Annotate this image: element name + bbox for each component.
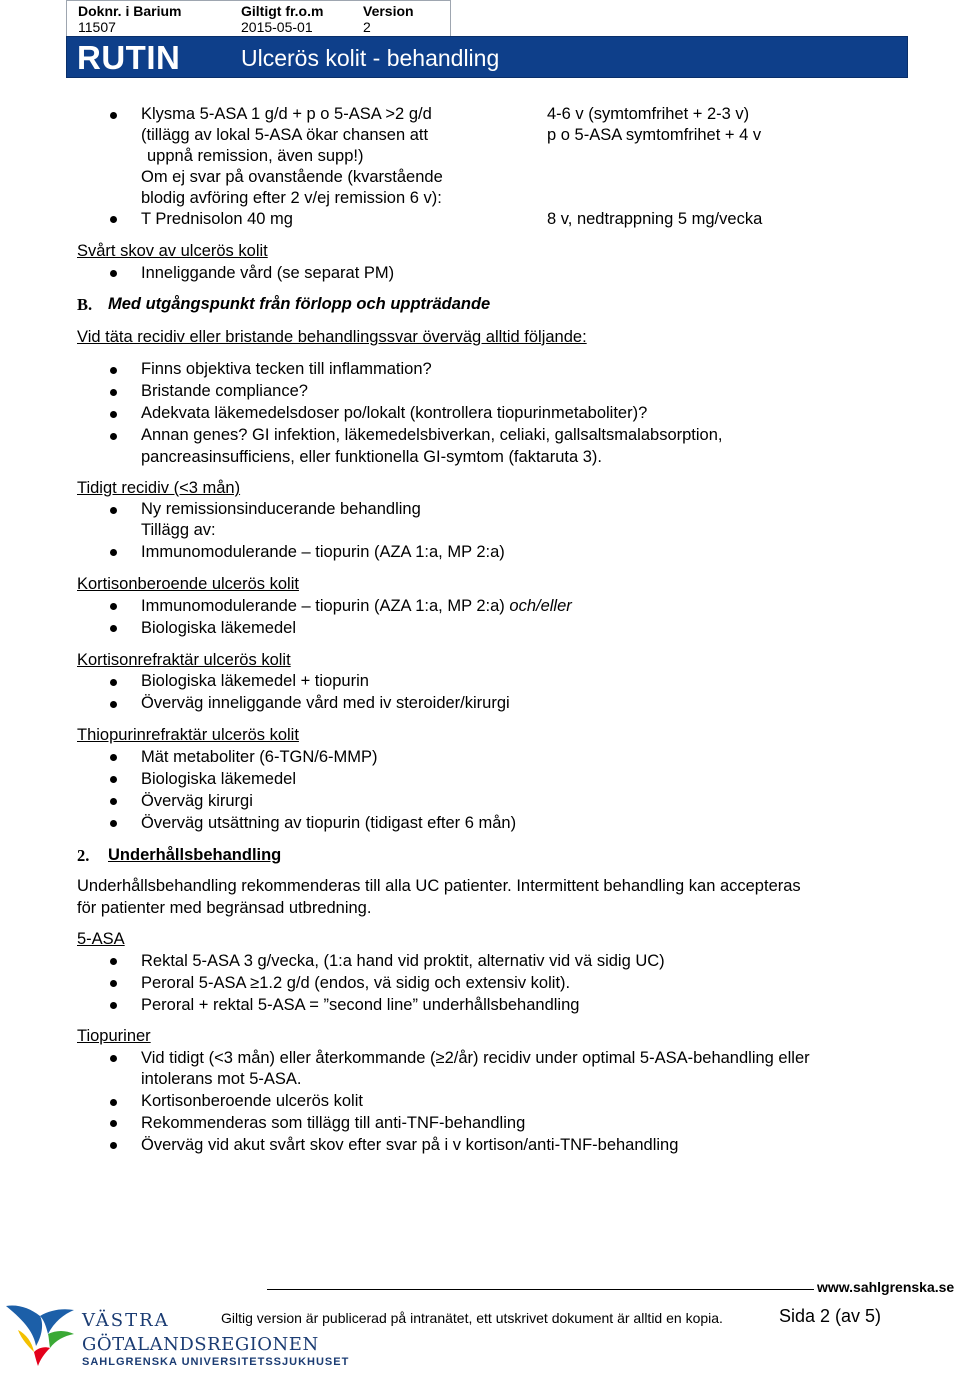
bullet-icon [110, 411, 117, 418]
list-item-conjunction: och/eller [509, 597, 572, 615]
section-heading: Med utgångspunkt från förlopp och uppträdande [108, 295, 491, 313]
section-heading: 5-ASA [77, 930, 125, 948]
swallow-icon [6, 1305, 74, 1366]
list-item-note: Tillägg av: [141, 521, 216, 539]
doc-number-label: Doknr. i Barium [78, 3, 182, 19]
bullet-icon [110, 679, 117, 686]
bullet-icon [110, 776, 117, 783]
table-cell: blodig avföring efter 2 v/ej remission 6 v): [141, 189, 442, 207]
table-cell: T Prednisolon 40 mg [141, 210, 293, 228]
bullet-icon [110, 507, 117, 514]
bullet-icon [110, 389, 117, 396]
bullet-icon [110, 980, 117, 987]
bullet-icon [110, 1120, 117, 1127]
list-item: Inneliggande vård (se separat PM) [141, 264, 395, 282]
logo-line2: GÖTALANDSREGIONEN [82, 1334, 319, 1355]
section-number: 2. [77, 846, 90, 865]
table-cell: 8 v, nedtrappning 5 mg/vecka [547, 210, 763, 228]
table-cell: 4-6 v (symtomfrihet + 2-3 v) [547, 105, 750, 123]
bullet-icon [110, 701, 117, 708]
section-heading: Tiopuriner [77, 1027, 151, 1045]
bullet-icon [110, 112, 117, 119]
bullet-icon [110, 270, 117, 277]
table-cell: (tillägg av lokal 5-ASA ökar chansen att [141, 126, 429, 144]
list-item: Peroral 5-ASA ≥1.2 g/d (endos, vä sidig och extensiv kolit). [141, 974, 571, 992]
list-item-text: Immunomodulerande – tiopurin (AZA 1:a, MP 2:a) [141, 597, 505, 615]
logo-line3: SAHLGRENSKA UNIVERSITETSSJUKHUSET [82, 1356, 350, 1368]
list-item: Biologiska läkemedel [141, 619, 297, 637]
list-item: Rekommenderas som tillägg till anti-TNF-behandling [141, 1114, 526, 1132]
paragraph-line: för patienter med begränsad utbredning. [77, 899, 372, 917]
list-item: Biologiska läkemedel [141, 770, 297, 788]
list-item: Rektal 5-ASA 3 g/vecka, (1:a hand vid proktit, alternativ vid vä sidig UC) [141, 952, 665, 970]
bullet-icon [110, 367, 117, 374]
list-item [141, 596, 572, 617]
version-label: Version [363, 3, 414, 19]
page-title: Ulcerös kolit - behandling [241, 45, 500, 71]
paragraph-line: Underhållsbehandling rekommenderas till alla UC patienter. Intermittent behandling kan accepteras [77, 877, 801, 895]
table-cell: Om ej svar på ovanstående (kvarstående [141, 168, 443, 186]
section-heading: Kortisonberoende ulcerös kolit [77, 575, 299, 593]
doc-type: RUTIN [77, 39, 181, 76]
bullet-icon [110, 1099, 117, 1106]
section-heading: Svårt skov av ulcerös kolit [77, 242, 268, 260]
list-item: Överväg vid akut svårt skov efter svar på i v kortison/anti-TNF-behandling [141, 1136, 679, 1154]
section-heading: Kortisonrefraktär ulcerös kolit [77, 651, 291, 669]
table-cell: uppnå remission, även supp!) [147, 147, 364, 165]
list-item: Immunomodulerande – tiopurin (AZA 1:a, MP 2:a) [141, 543, 505, 561]
list-item: Mät metaboliter (6-TGN/6-MMP) [141, 748, 378, 766]
section-intro: Vid täta recidiv eller bristande behandlingssvar överväg alltid följande: [77, 328, 587, 346]
bullet-icon [110, 549, 117, 556]
bullet-icon [110, 1002, 117, 1009]
list-item: Vid tidigt (<3 mån) eller återkommande (≥2/år) recidiv under optimal 5-ASA-behandling eller [141, 1049, 810, 1067]
bullet-icon [110, 754, 117, 761]
list-item: Överväg inneliggande vård med iv steroider/kirurgi [141, 694, 510, 712]
section-heading: Tidigt recidiv (<3 mån) [77, 479, 241, 497]
list-item: Biologiska läkemedel + tiopurin [141, 672, 369, 690]
doc-number-value: 11507 [78, 19, 116, 35]
list-item: Överväg kirurgi [141, 792, 253, 810]
bullet-icon [110, 603, 117, 610]
section-heading: Thiopurinrefraktär ulcerös kolit [77, 726, 299, 744]
bullet-icon [110, 216, 117, 223]
list-item: Kortisonberoende ulcerös kolit [141, 1092, 363, 1110]
title-banner [66, 36, 908, 78]
list-item: Överväg utsättning av tiopurin (tidigast efter 6 mån) [141, 814, 517, 832]
bullet-icon [110, 433, 117, 440]
list-item: Peroral + rektal 5-ASA = ”second line” underhållsbehandling [141, 996, 580, 1014]
bullet-icon [110, 798, 117, 805]
section-letter: B. [77, 295, 93, 314]
footer-url: www.sahlgrenska.se [817, 1279, 955, 1295]
footer-divider [267, 1289, 814, 1290]
version-value: 2 [363, 19, 371, 35]
table-cell: Klysma 5-ASA 1 g/d + p o 5-ASA >2 g/d [141, 105, 432, 123]
bullet-icon [110, 1142, 117, 1149]
bullet-icon [110, 625, 117, 632]
valid-from-value: 2015-05-01 [241, 19, 313, 35]
footer-note: Giltig version är publicerad på intranätet, ett utskrivet dokument är alltid en kopia. [221, 1310, 723, 1326]
bullet-icon [110, 820, 117, 827]
valid-from-label: Giltigt fr.o.m [241, 3, 324, 19]
vastra-gotalandsregionen-logo [4, 1300, 364, 1370]
bullet-icon [110, 958, 117, 965]
list-item: Finns objektiva tecken till inflammation? [141, 360, 432, 378]
bullet-icon [110, 1055, 117, 1062]
list-item: Adekvata läkemedelsdoser po/lokalt (kontrollera tiopurinmetaboliter)? [141, 404, 648, 422]
logo-line1: VÄSTRA [82, 1310, 170, 1331]
list-item: Annan genes? GI infektion, läkemedelsbiverkan, celiaki, gallsaltsmalabsorption, [141, 426, 723, 444]
document-meta-box [66, 0, 451, 36]
section-heading: Underhållsbehandling [108, 846, 282, 864]
list-item-continuation: pancreasinsufficiens, eller funktionella GI-symtom (faktaruta 3). [141, 448, 602, 466]
list-item: Ny remissionsinducerande behandling [141, 500, 421, 518]
page-number: Sida 2 (av 5) [779, 1306, 882, 1326]
table-cell: p o 5-ASA symtomfrihet + 4 v [547, 126, 762, 144]
list-item: Bristande compliance? [141, 382, 308, 400]
list-item-continuation: intolerans mot 5-ASA. [141, 1070, 302, 1088]
